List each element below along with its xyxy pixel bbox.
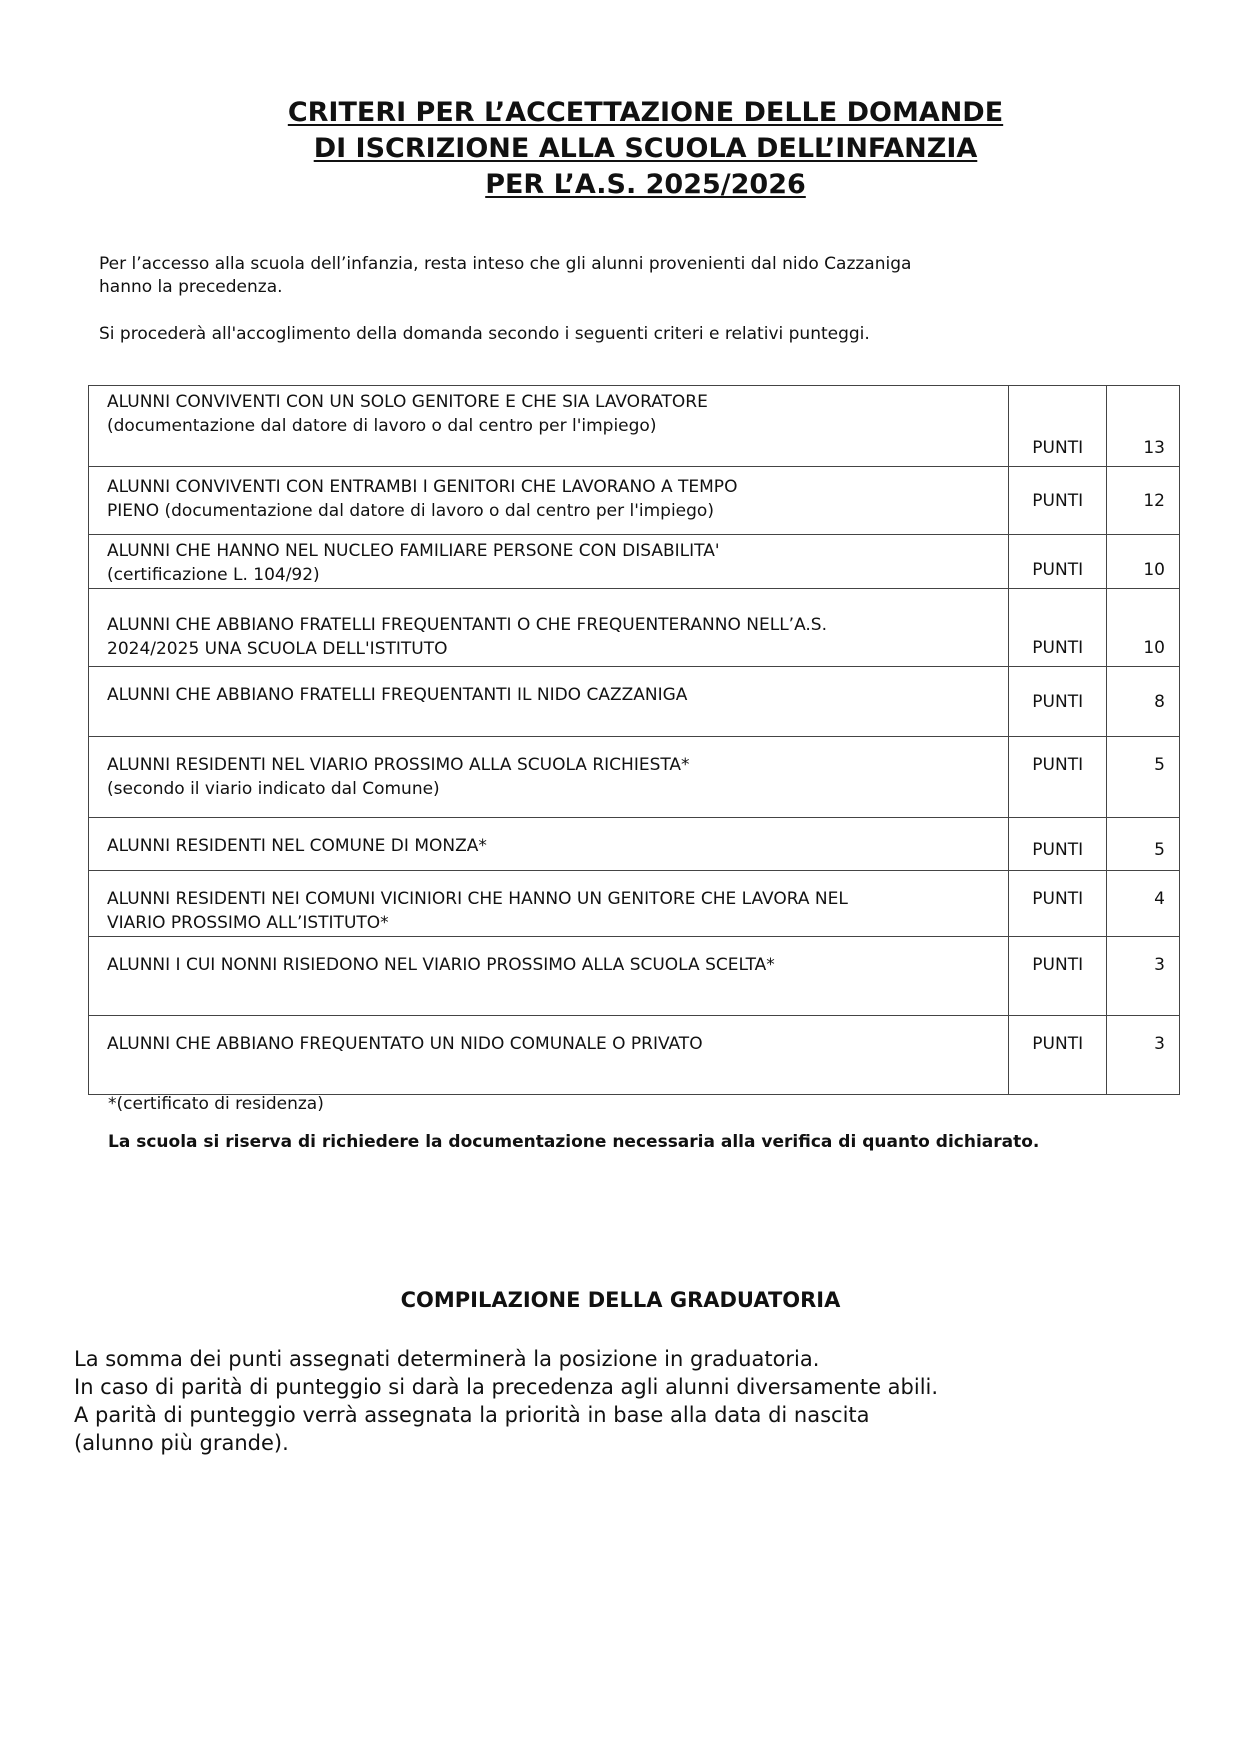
points-value: 3: [1107, 1016, 1180, 1095]
title-line-1: CRITERI PER L’ACCETTAZIONE DELLE DOMANDE: [287, 97, 1004, 128]
points-label: PUNTI: [1009, 589, 1107, 667]
section-title-text: COMPILAZIONE DELLA GRADUATORIA: [400, 1288, 841, 1312]
criterion-line-2: (certificazione L. 104/92): [107, 565, 320, 585]
criterion-description: [89, 1016, 1009, 1095]
criterion-line-1: ALUNNI CONVIVENTI CON ENTRAMBI I GENITORI CHE LAVORANO A TEMPO: [107, 477, 738, 497]
reserve-note: La scuola si riserva di richiedere la documentazione necessaria alla verifica di quanto dichiarato.: [108, 1132, 1040, 1152]
intro-criteria-line: Si procederà all'accoglimento della domanda secondo i seguenti criteri e relativi punteggi.: [99, 324, 870, 344]
points-value: 5: [1107, 818, 1180, 871]
criterion-description: [89, 818, 1009, 871]
points-label: PUNTI: [1009, 386, 1107, 467]
criterion-description: [89, 535, 1009, 589]
points-value: 10: [1107, 589, 1180, 667]
table-row: [89, 737, 1180, 818]
criterion-line-2: (secondo il viario indicato dal Comune): [107, 779, 440, 799]
criterion-line-2: (documentazione dal datore di lavoro o dal centro per l'impiego): [107, 416, 657, 436]
criterion-description: [89, 937, 1009, 1016]
section-title: [0, 1288, 1241, 1312]
table-row: [89, 467, 1180, 535]
criterion-line-1: ALUNNI CHE ABBIANO FREQUENTATO UN NIDO COMUNALE O PRIVATO: [107, 1034, 703, 1054]
criterion-line-1: ALUNNI CHE ABBIANO FRATELLI FREQUENTANTI O CHE FREQUENTERANNO NELL’A.S.: [107, 615, 827, 635]
criterion-line-2: PIENO (documentazione dal datore di lavoro o dal centro per l'impiego): [107, 501, 714, 521]
ranking-line-2: In caso di parità di punteggio si darà la precedenza agli alunni diversamente abili.: [74, 1375, 939, 1399]
table-row: [89, 818, 1180, 871]
criterion-line-2: VIARIO PROSSIMO ALL’ISTITUTO*: [107, 913, 389, 933]
points-value: 10: [1107, 535, 1180, 589]
criterion-line-1: ALUNNI RESIDENTI NEI COMUNI VICINIORI CHE HANNO UN GENITORE CHE LAVORA NEL: [107, 889, 848, 909]
title-line-2: DI ISCRIZIONE ALLA SCUOLA DELL’INFANZIA: [313, 133, 978, 164]
criterion-line-2: 2024/2025 UNA SCUOLA DELL'ISTITUTO: [107, 639, 448, 659]
title-line-3: PER L’A.S. 2025/2026: [485, 169, 806, 200]
table-row: [89, 937, 1180, 1016]
criterion-line-1: ALUNNI I CUI NONNI RISIEDONO NEL VIARIO PROSSIMO ALLA SCUOLA SCELTA*: [107, 955, 775, 975]
criterion-line-1: ALUNNI RESIDENTI NEL COMUNE DI MONZA*: [107, 836, 487, 856]
points-label: PUNTI: [1009, 667, 1107, 737]
table-row: [89, 386, 1180, 467]
table-row: [89, 589, 1180, 667]
points-value: 3: [1107, 937, 1180, 1016]
points-value: 4: [1107, 871, 1180, 937]
residence-footnote: *(certificato di residenza): [108, 1094, 324, 1114]
document-title: [0, 95, 1241, 203]
criterion-description: [89, 667, 1009, 737]
criterion-line-1: ALUNNI CHE ABBIANO FRATELLI FREQUENTANTI IL NIDO CAZZANIGA: [107, 685, 688, 705]
points-label: PUNTI: [1009, 871, 1107, 937]
criterion-description: [89, 467, 1009, 535]
criteria-table: [88, 385, 1180, 1095]
intro-line-1: Per l’accesso alla scuola dell’infanzia, resta inteso che gli alunni provenienti dal nido Cazzaniga: [99, 254, 912, 274]
ranking-line-1: La somma dei punti assegnati determinerà la posizione in graduatoria.: [74, 1347, 820, 1371]
criterion-description: [89, 737, 1009, 818]
ranking-line-4: (alunno più grande).: [74, 1431, 289, 1455]
points-value: 5: [1107, 737, 1180, 818]
points-label: PUNTI: [1009, 737, 1107, 818]
points-value: 8: [1107, 667, 1180, 737]
table-row: [89, 535, 1180, 589]
criterion-line-1: ALUNNI RESIDENTI NEL VIARIO PROSSIMO ALLA SCUOLA RICHIESTA*: [107, 755, 690, 775]
criterion-description: [89, 589, 1009, 667]
points-value: 12: [1107, 467, 1180, 535]
table-row: [89, 871, 1180, 937]
intro-text: [99, 253, 1059, 346]
points-value: 13: [1107, 386, 1180, 467]
points-label: PUNTI: [1009, 467, 1107, 535]
criterion-line-1: ALUNNI CONVIVENTI CON UN SOLO GENITORE E CHE SIA LAVORATORE: [107, 392, 708, 412]
points-label: PUNTI: [1009, 1016, 1107, 1095]
ranking-line-3: A parità di punteggio verrà assegnata la priorità in base alla data di nascita: [74, 1403, 870, 1427]
ranking-rules: [74, 1345, 938, 1457]
criterion-line-1: ALUNNI CHE HANNO NEL NUCLEO FAMILIARE PERSONE CON DISABILITA': [107, 541, 720, 561]
criterion-description: [89, 386, 1009, 467]
points-label: PUNTI: [1009, 818, 1107, 871]
points-label: PUNTI: [1009, 535, 1107, 589]
table-row: [89, 1016, 1180, 1095]
criterion-description: [89, 871, 1009, 937]
intro-line-2: hanno la precedenza.: [99, 277, 283, 297]
table-row: [89, 667, 1180, 737]
points-label: PUNTI: [1009, 937, 1107, 1016]
